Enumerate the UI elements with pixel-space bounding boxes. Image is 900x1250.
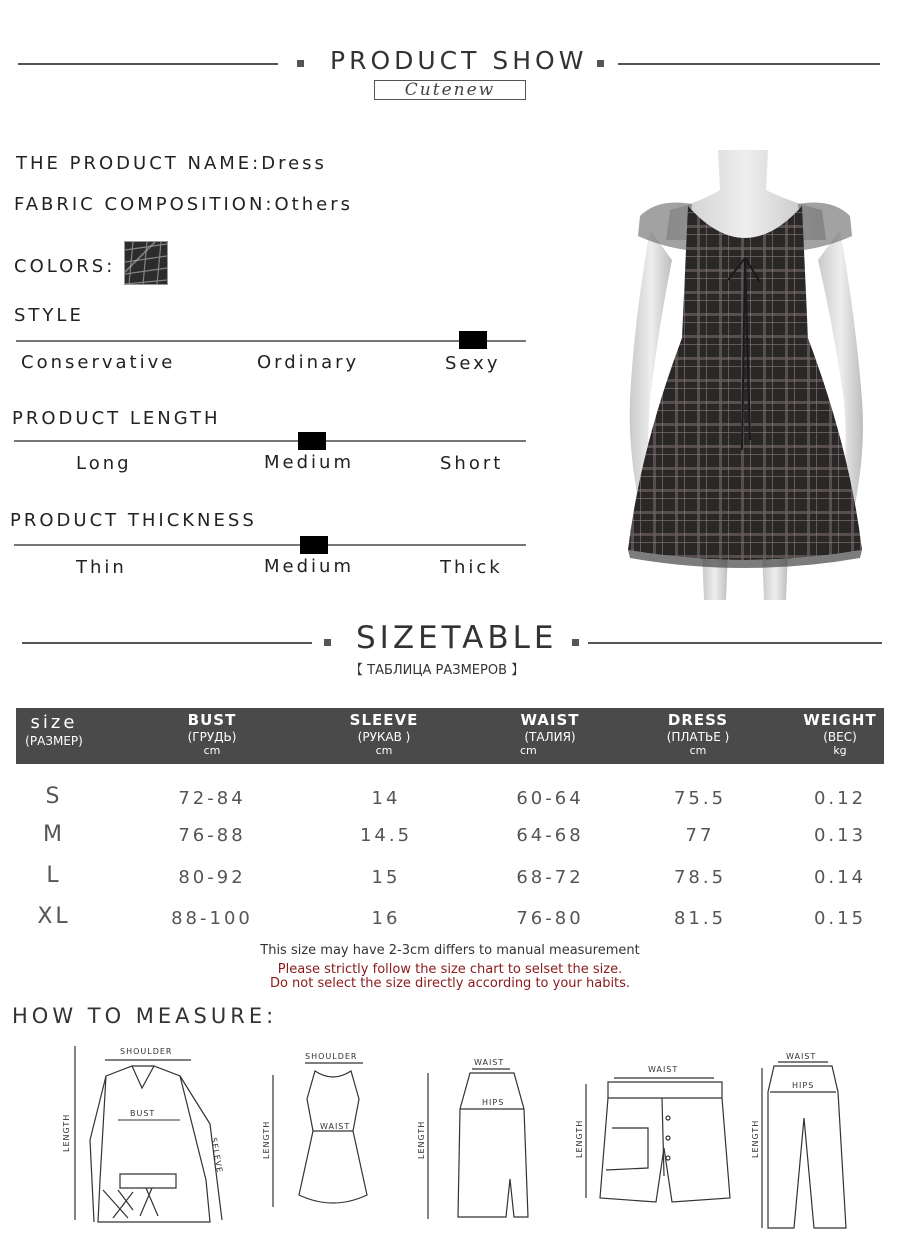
header-square-left xyxy=(297,60,304,67)
skirt-hips-label: HIPS xyxy=(482,1098,505,1107)
dress-shoulder-label: SHOULDER xyxy=(305,1052,358,1061)
style-option-sexy: Sexy xyxy=(445,353,501,374)
product-name-row xyxy=(16,153,327,174)
thickness-title: PRODUCT THICKNESS xyxy=(10,510,257,531)
thickness-option-thick: Thick xyxy=(440,557,503,578)
style-option-ordinary: Ordinary xyxy=(257,352,360,373)
weight-cell: 0.15 xyxy=(813,908,867,929)
style-marker xyxy=(459,331,487,349)
product-name-value: Dress xyxy=(261,153,327,174)
fabric-label: FABRIC COMPOSITION: xyxy=(14,194,275,215)
size-cell: M xyxy=(43,822,65,847)
product-photo xyxy=(600,150,890,600)
jacket-diagram xyxy=(58,1040,238,1230)
size-note-follow-chart: Please strictly follow the size chart to selset the size. xyxy=(277,962,623,977)
size-cell: S xyxy=(45,784,63,809)
style-scale-line xyxy=(16,340,526,342)
jacket-bust-label: BUST xyxy=(130,1109,156,1118)
product-name-label: THE PRODUCT NAME: xyxy=(16,153,262,174)
how-to-measure-title: HOW TO MEASURE: xyxy=(12,1004,278,1028)
sizetable-rule-right xyxy=(588,642,882,644)
size-cell: XL xyxy=(37,904,71,929)
skirt-diagram xyxy=(410,1053,540,1223)
waist-cell: 60-64 xyxy=(516,788,584,809)
sizetable-header-bar xyxy=(16,708,884,764)
weight-cell: 0.14 xyxy=(813,867,867,888)
length-option-short: Short xyxy=(440,453,504,474)
weight-cell: 0.13 xyxy=(813,825,867,846)
sizetable-title: SIZETABLE xyxy=(356,620,558,656)
header-square-right xyxy=(597,60,604,67)
fabric-value: Others xyxy=(274,194,353,215)
shorts-waist-label: WAIST xyxy=(648,1065,679,1074)
sleeve-cell: 15 xyxy=(371,867,401,888)
header-bust: BUST (ГРУДЬ) cm xyxy=(187,711,237,757)
waist-cell: 68-72 xyxy=(516,867,584,888)
jacket-shoulder-label: SHOULDER xyxy=(120,1047,173,1056)
size-cell: L xyxy=(46,863,62,888)
length-scale-line xyxy=(14,440,526,442)
sizetable-square-left xyxy=(324,639,331,646)
dress-cell: 77 xyxy=(685,825,715,846)
dress-cell: 81.5 xyxy=(673,908,727,929)
fabric-row xyxy=(14,194,353,215)
shorts-length-label: LENGTH xyxy=(575,1119,584,1158)
waist-cell: 64-68 xyxy=(516,825,584,846)
skirt-waist-label: WAIST xyxy=(474,1058,505,1067)
length-option-medium: Medium xyxy=(264,452,354,473)
bust-cell: 80-92 xyxy=(178,867,246,888)
jacket-sleeve-label: SELEVE xyxy=(209,1136,225,1174)
bust-cell: 88-100 xyxy=(171,908,253,929)
header-dress: DRESS (ПЛАТЬЕ ) cm xyxy=(666,711,730,757)
pants-waist-label: WAIST xyxy=(786,1052,817,1061)
colors-label: COLORS: xyxy=(14,256,116,277)
bust-cell: 76-88 xyxy=(178,825,246,846)
plaid-swatch-icon[interactable] xyxy=(124,241,168,285)
brand-subtitle: Cutenew xyxy=(374,80,526,100)
skirt-length-label: LENGTH xyxy=(417,1120,426,1159)
sleeve-cell: 14 xyxy=(371,788,401,809)
thickness-option-thin: Thin xyxy=(76,557,127,578)
jacket-length-label: LENGTH xyxy=(62,1113,71,1152)
dress-waist-label: WAIST xyxy=(320,1122,351,1131)
dress-cell: 78.5 xyxy=(673,867,727,888)
shorts-diagram xyxy=(572,1058,742,1213)
dress-diagram xyxy=(255,1045,385,1220)
sleeve-cell: 16 xyxy=(371,908,401,929)
style-title: STYLE xyxy=(14,305,84,326)
header-rule-left xyxy=(18,63,278,65)
pants-diagram xyxy=(748,1048,868,1233)
pants-hips-label: HIPS xyxy=(792,1081,815,1090)
header-weight: WEIGHT (ВЕС) kg xyxy=(803,711,877,757)
sizetable-square-right xyxy=(572,639,579,646)
header-waist: WAIST (ТАЛИЯ) cm xyxy=(520,711,580,757)
weight-cell: 0.12 xyxy=(813,788,867,809)
length-marker xyxy=(298,432,326,450)
thickness-marker xyxy=(300,536,328,554)
header-size: size (РАЗМЕР) xyxy=(25,712,83,748)
product-show-title: PRODUCT SHOW xyxy=(330,46,588,75)
header-rule-right xyxy=(618,63,880,65)
style-option-conservative: Conservative xyxy=(21,352,176,373)
thickness-option-medium: Medium xyxy=(264,556,354,577)
length-option-long: Long xyxy=(76,453,132,474)
pants-length-label: LENGTH xyxy=(751,1119,760,1158)
sleeve-cell: 14.5 xyxy=(359,825,413,846)
dress-cell: 75.5 xyxy=(673,788,727,809)
length-title: PRODUCT LENGTH xyxy=(12,408,221,429)
dress-length-label: LENGTH xyxy=(262,1120,271,1159)
sizetable-subtitle: 【 ТАБЛИЦА РАЗМЕРОВ 】 xyxy=(350,663,525,678)
bust-cell: 72-84 xyxy=(178,788,246,809)
waist-cell: 76-80 xyxy=(516,908,584,929)
size-note-habits: Do not select the size directly according to your habits. xyxy=(269,976,631,991)
sizetable-rule-left xyxy=(22,642,312,644)
header-sleeve: SLEEVE (РУКАВ ) cm xyxy=(349,711,419,757)
size-note-measurement: This size may have 2-3cm differs to manual measurement xyxy=(260,943,640,958)
thickness-scale-line xyxy=(14,544,526,546)
